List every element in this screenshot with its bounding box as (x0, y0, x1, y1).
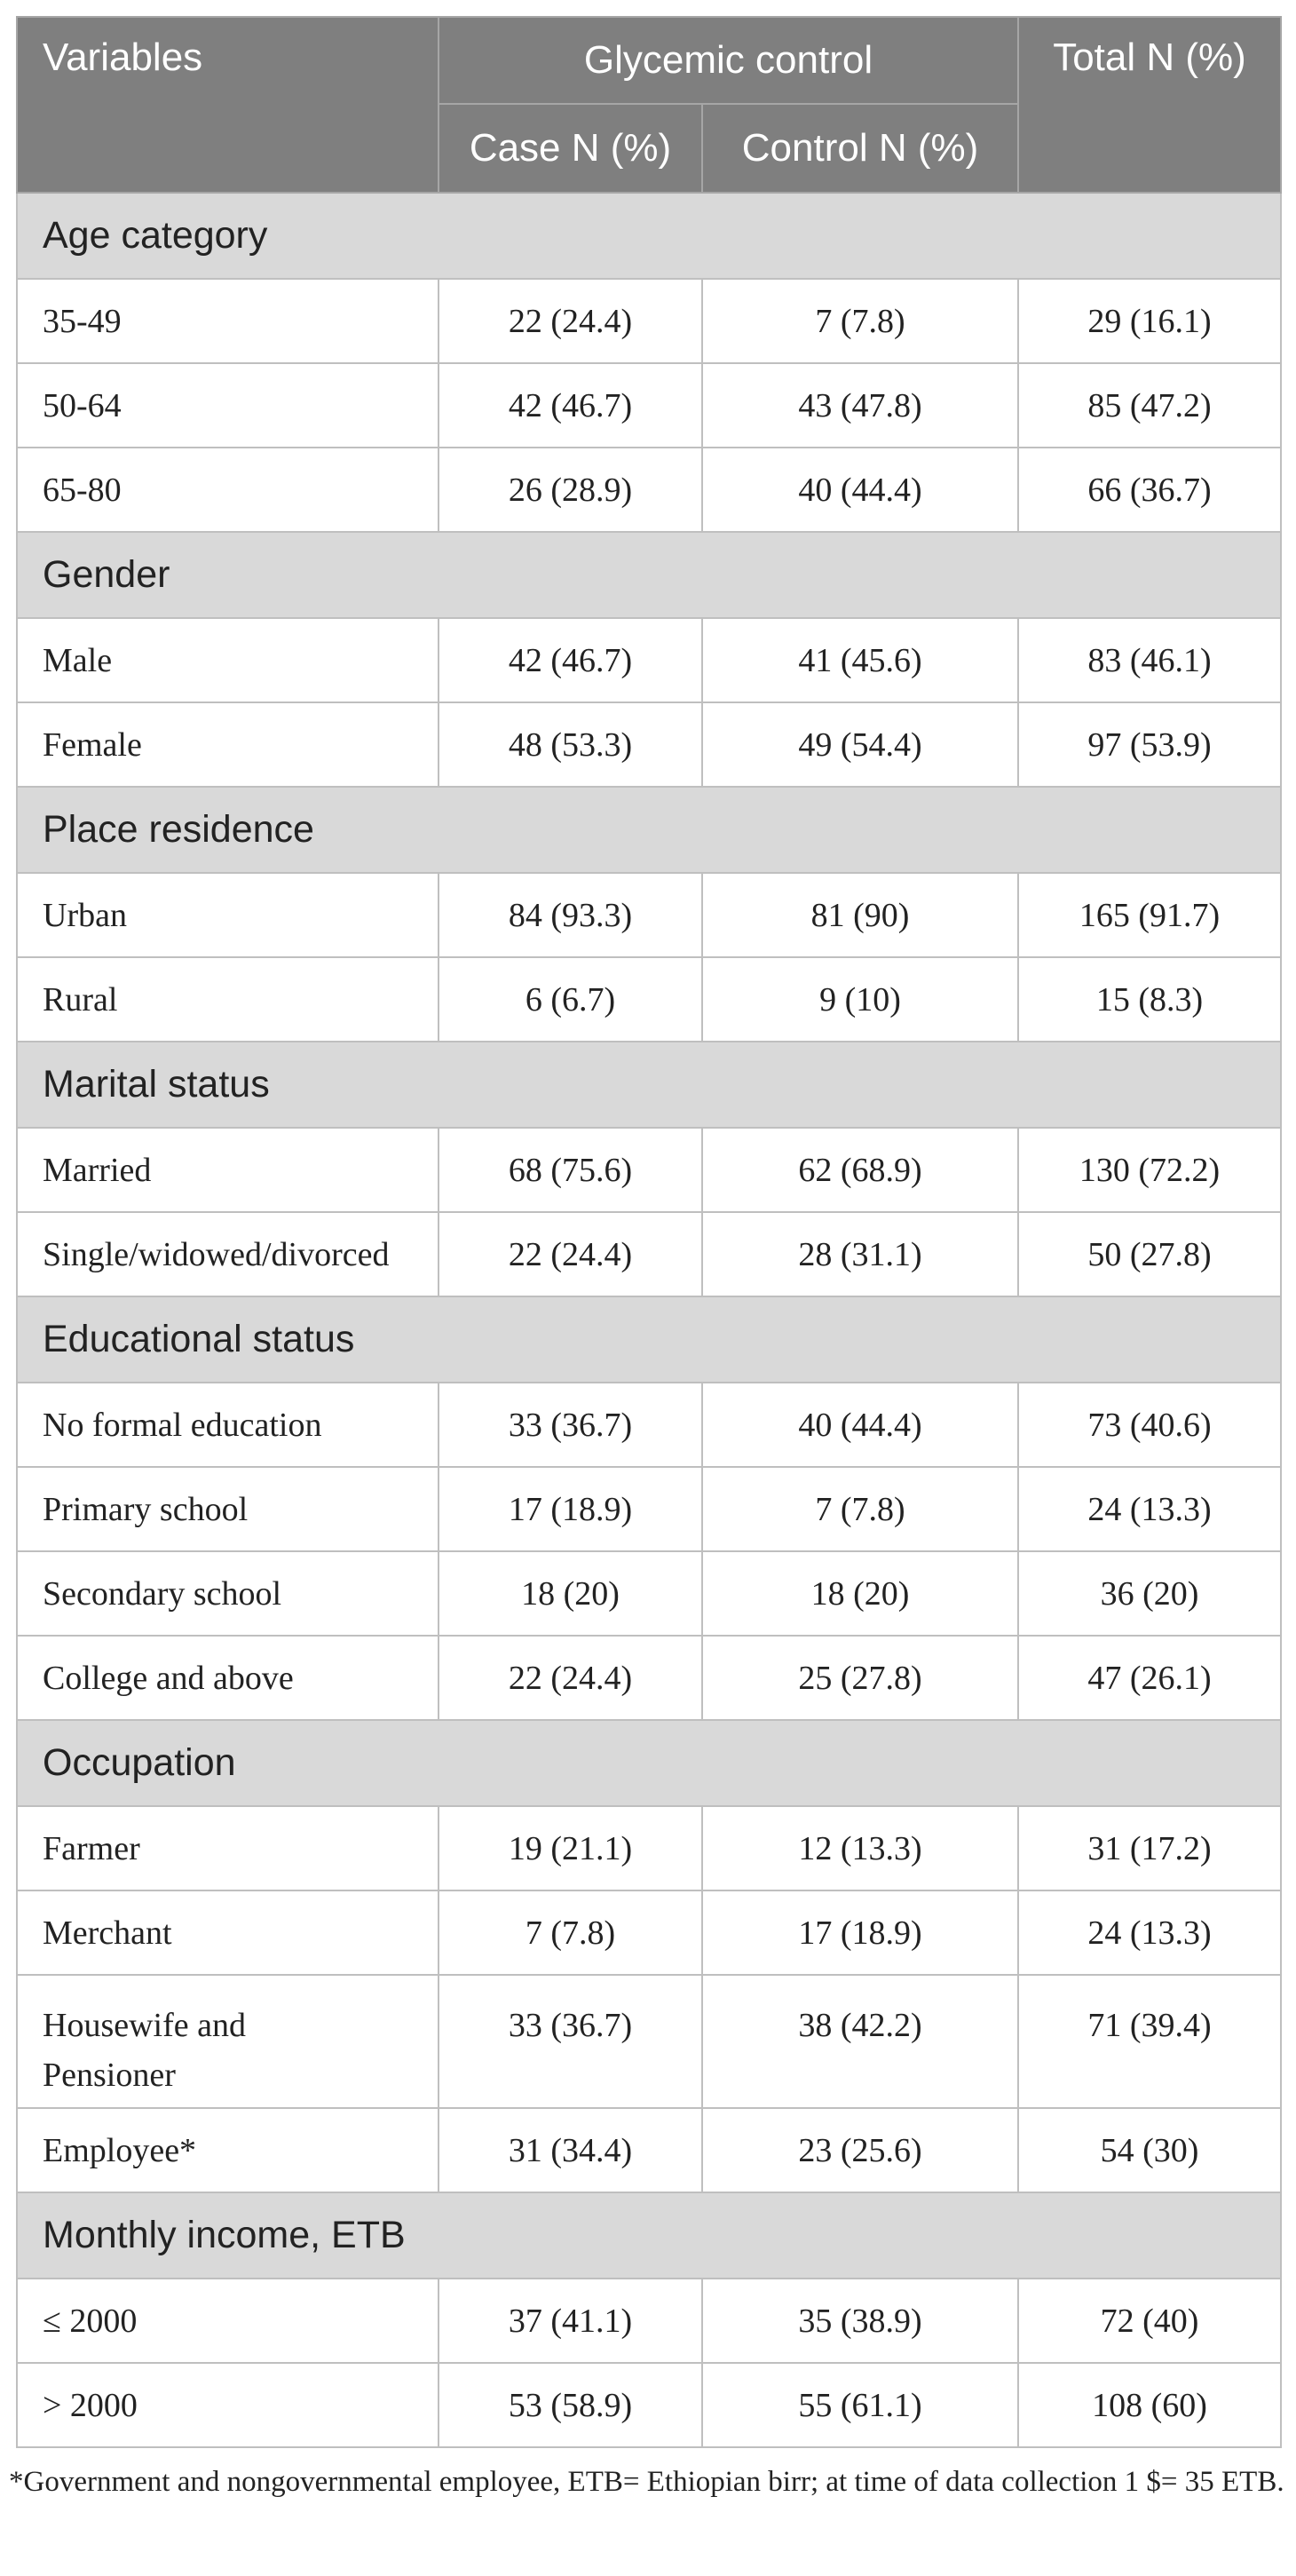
table-footnote: *Government and nongovernmental employee, ETB= Ethiopian birr; at time of data collection 1 $= 35 ETB. (9, 2466, 1284, 2498)
control-cell: 7 (7.8) (702, 1467, 1018, 1551)
case-cell: 42 (46.7) (439, 618, 702, 702)
case-cell: 22 (24.4) (439, 1212, 702, 1296)
table-row (17, 363, 1281, 448)
table-row (17, 1212, 1281, 1296)
total-cell: 24 (13.3) (1018, 1890, 1281, 1975)
row-label: Farmer (17, 1806, 439, 1890)
total-cell: 71 (39.4) (1018, 1975, 1281, 2108)
total-cell: 54 (30) (1018, 2108, 1281, 2192)
case-cell: 48 (53.3) (439, 702, 702, 787)
table-body (17, 193, 1281, 2447)
case-cell: 22 (24.4) (439, 279, 702, 363)
table-row (17, 1806, 1281, 1890)
case-cell: 26 (28.9) (439, 448, 702, 532)
total-cell: 83 (46.1) (1018, 618, 1281, 702)
case-cell: 6 (6.7) (439, 957, 702, 1042)
case-cell: 42 (46.7) (439, 363, 702, 448)
table-row (17, 1975, 1281, 2108)
row-label: College and above (17, 1636, 439, 1720)
category-row (17, 1296, 1281, 1383)
table-header (17, 17, 1281, 193)
row-label: Rural (17, 957, 439, 1042)
total-cell: 29 (16.1) (1018, 279, 1281, 363)
category-title: Monthly income, ETB (17, 2192, 1281, 2279)
case-cell: 18 (20) (439, 1551, 702, 1636)
control-cell: 43 (47.8) (702, 363, 1018, 448)
total-cell: 130 (72.2) (1018, 1128, 1281, 1212)
row-label: Secondary school (17, 1551, 439, 1636)
table-row (17, 957, 1281, 1042)
table-row (17, 279, 1281, 363)
category-row (17, 1720, 1281, 1806)
case-cell: 33 (36.7) (439, 1383, 702, 1467)
control-cell: 23 (25.6) (702, 2108, 1018, 2192)
table-row (17, 1636, 1281, 1720)
case-cell: 37 (41.1) (439, 2279, 702, 2363)
row-label: Urban (17, 873, 439, 957)
row-label: 50-64 (17, 363, 439, 448)
case-cell: 17 (18.9) (439, 1467, 702, 1551)
control-cell: 9 (10) (702, 957, 1018, 1042)
total-cell: 24 (13.3) (1018, 1467, 1281, 1551)
total-cell: 73 (40.6) (1018, 1383, 1281, 1467)
category-title: Occupation (17, 1720, 1281, 1806)
table-row (17, 2363, 1281, 2447)
row-label: Married (17, 1128, 439, 1212)
control-cell: 49 (54.4) (702, 702, 1018, 787)
table-row (17, 1551, 1281, 1636)
control-cell: 40 (44.4) (702, 448, 1018, 532)
control-cell: 55 (61.1) (702, 2363, 1018, 2447)
category-title: Marital status (17, 1042, 1281, 1128)
table-row (17, 2279, 1281, 2363)
table-row (17, 1128, 1281, 1212)
case-cell: 68 (75.6) (439, 1128, 702, 1212)
row-label: Female (17, 702, 439, 787)
header-control: Control N (%) (702, 104, 1018, 193)
table-container (16, 16, 1280, 2448)
category-row (17, 2192, 1281, 2279)
table-row (17, 448, 1281, 532)
control-cell: 62 (68.9) (702, 1128, 1018, 1212)
total-cell: 50 (27.8) (1018, 1212, 1281, 1296)
control-cell: 7 (7.8) (702, 279, 1018, 363)
control-cell: 35 (38.9) (702, 2279, 1018, 2363)
header-case: Case N (%) (439, 104, 702, 193)
total-cell: 15 (8.3) (1018, 957, 1281, 1042)
case-cell: 33 (36.7) (439, 1975, 702, 2108)
row-label: ≤ 2000 (17, 2279, 439, 2363)
row-label: Housewife and Pensioner (17, 1975, 439, 2108)
table-row (17, 2108, 1281, 2192)
total-cell: 108 (60) (1018, 2363, 1281, 2447)
table-row (17, 618, 1281, 702)
row-label: Primary school (17, 1467, 439, 1551)
category-title: Educational status (17, 1296, 1281, 1383)
header-glycemic-control: Glycemic control (439, 17, 1018, 104)
category-title: Age category (17, 193, 1281, 279)
total-cell: 36 (20) (1018, 1551, 1281, 1636)
total-cell: 165 (91.7) (1018, 873, 1281, 957)
case-cell: 19 (21.1) (439, 1806, 702, 1890)
control-cell: 12 (13.3) (702, 1806, 1018, 1890)
table-row (17, 702, 1281, 787)
total-cell: 97 (53.9) (1018, 702, 1281, 787)
control-cell: 17 (18.9) (702, 1890, 1018, 1975)
category-row (17, 1042, 1281, 1128)
total-cell: 47 (26.1) (1018, 1636, 1281, 1720)
case-cell: 22 (24.4) (439, 1636, 702, 1720)
row-label: Male (17, 618, 439, 702)
case-cell: 31 (34.4) (439, 2108, 702, 2192)
row-label: Merchant (17, 1890, 439, 1975)
row-label: 35-49 (17, 279, 439, 363)
table-row (17, 1383, 1281, 1467)
total-cell: 31 (17.2) (1018, 1806, 1281, 1890)
category-row (17, 193, 1281, 279)
case-cell: 53 (58.9) (439, 2363, 702, 2447)
category-row (17, 787, 1281, 873)
row-label: Employee* (17, 2108, 439, 2192)
case-cell: 7 (7.8) (439, 1890, 702, 1975)
data-table (16, 16, 1282, 2448)
total-cell: 72 (40) (1018, 2279, 1281, 2363)
table-row (17, 1890, 1281, 1975)
control-cell: 81 (90) (702, 873, 1018, 957)
control-cell: 38 (42.2) (702, 1975, 1018, 2108)
table-row (17, 873, 1281, 957)
category-title: Place residence (17, 787, 1281, 873)
control-cell: 18 (20) (702, 1551, 1018, 1636)
control-cell: 25 (27.8) (702, 1636, 1018, 1720)
category-row (17, 532, 1281, 618)
row-label: 65-80 (17, 448, 439, 532)
row-label: No formal education (17, 1383, 439, 1467)
total-cell: 66 (36.7) (1018, 448, 1281, 532)
row-label: Single/widowed/divorced (17, 1212, 439, 1296)
control-cell: 40 (44.4) (702, 1383, 1018, 1467)
control-cell: 41 (45.6) (702, 618, 1018, 702)
case-cell: 84 (93.3) (439, 873, 702, 957)
table-row (17, 1467, 1281, 1551)
header-variables: Variables (17, 17, 439, 193)
category-title: Gender (17, 532, 1281, 618)
total-cell: 85 (47.2) (1018, 363, 1281, 448)
header-total: Total N (%) (1018, 17, 1281, 193)
control-cell: 28 (31.1) (702, 1212, 1018, 1296)
row-label: > 2000 (17, 2363, 439, 2447)
